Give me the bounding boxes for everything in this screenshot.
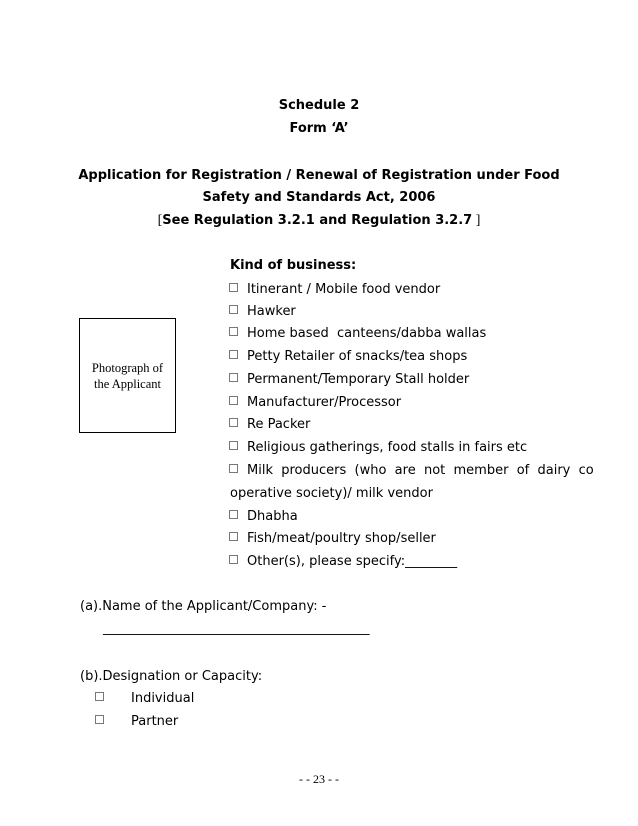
- business-option[interactable]: [229, 531, 436, 546]
- business-option-label: Dhabha: [247, 509, 298, 524]
- photo-label-line-1: Photograph of: [91, 360, 164, 375]
- business-option[interactable]: [229, 440, 527, 455]
- checkbox-icon[interactable]: [229, 555, 238, 564]
- business-option[interactable]: [229, 282, 440, 297]
- checkbox-icon[interactable]: [229, 283, 238, 292]
- checkbox-icon[interactable]: [229, 441, 238, 450]
- page-number: - - 23 - -: [299, 772, 339, 786]
- business-option[interactable]: [229, 372, 469, 387]
- business-option-label: Hawker: [247, 304, 296, 319]
- business-option-label: Re Packer: [247, 417, 311, 432]
- designation-option[interactable]: [95, 714, 178, 729]
- regulation-reference: [0, 213, 638, 229]
- business-option[interactable]: [229, 463, 594, 478]
- applicant-name-field[interactable]: _________________________________________: [103, 621, 370, 636]
- business-option[interactable]: [229, 554, 457, 569]
- business-option-label: Home based canteens/dabba wallas: [247, 326, 487, 341]
- kind-of-business-heading: Kind of business:: [230, 258, 357, 273]
- checkbox-icon[interactable]: [229, 396, 238, 405]
- title-line-2: Safety and Standards Act, 2006: [202, 190, 436, 205]
- title-line-1: Application for Registration / Renewal of Registration under Food: [78, 168, 560, 183]
- business-option-label: Permanent/Temporary Stall holder: [247, 372, 470, 387]
- business-option-label: Fish/meat/poultry shop/seller: [247, 531, 436, 546]
- designation-label: (b).Designation or Capacity:: [80, 669, 263, 684]
- bracket-open: [: [157, 213, 163, 228]
- checkbox-icon[interactable]: [229, 418, 238, 427]
- business-option[interactable]: [229, 395, 401, 410]
- photo-box: [79, 318, 176, 433]
- checkbox-icon[interactable]: [229, 373, 238, 382]
- business-option-label: Religious gatherings, food stalls in fairs etc: [247, 440, 528, 455]
- schedule-heading: Schedule 2: [278, 98, 360, 113]
- designation-option-label: Partner: [131, 714, 179, 729]
- form-heading: Form ‘A’: [289, 121, 349, 136]
- regulation-text: See Regulation 3.2.1 and Regulation 3.2.7: [162, 213, 473, 228]
- photo-label-line-2: the Applicant: [94, 376, 161, 391]
- applicant-name-label: (a).Name of the Applicant/Company: -: [80, 599, 327, 614]
- business-option-label: Itinerant / Mobile food vendor: [247, 282, 441, 297]
- checkbox-icon[interactable]: [95, 715, 104, 724]
- designation-option-label: Individual: [131, 691, 195, 706]
- business-option-label: Milk producers (who are not member of dairy co: [247, 463, 594, 478]
- checkbox-icon[interactable]: [95, 692, 104, 701]
- designation-option[interactable]: [95, 691, 194, 706]
- business-option-label: Petty Retailer of snacks/tea shops: [247, 349, 468, 364]
- checkbox-icon[interactable]: [229, 327, 238, 336]
- checkbox-icon[interactable]: [229, 464, 238, 473]
- business-option[interactable]: [229, 304, 296, 319]
- business-option[interactable]: [229, 349, 467, 364]
- checkbox-icon[interactable]: [229, 510, 238, 519]
- business-option[interactable]: [229, 509, 298, 524]
- business-option-label: Manufacturer/Processor: [247, 395, 402, 410]
- business-option[interactable]: [229, 326, 486, 341]
- checkbox-icon[interactable]: [229, 350, 238, 359]
- checkbox-icon[interactable]: [229, 532, 238, 541]
- business-option-continuation: operative society)/ milk vendor: [230, 486, 433, 501]
- business-option-label: Other(s), please specify:________: [247, 554, 458, 569]
- business-option[interactable]: [229, 417, 310, 432]
- checkbox-icon[interactable]: [229, 305, 238, 314]
- bracket-close: ]: [472, 213, 481, 228]
